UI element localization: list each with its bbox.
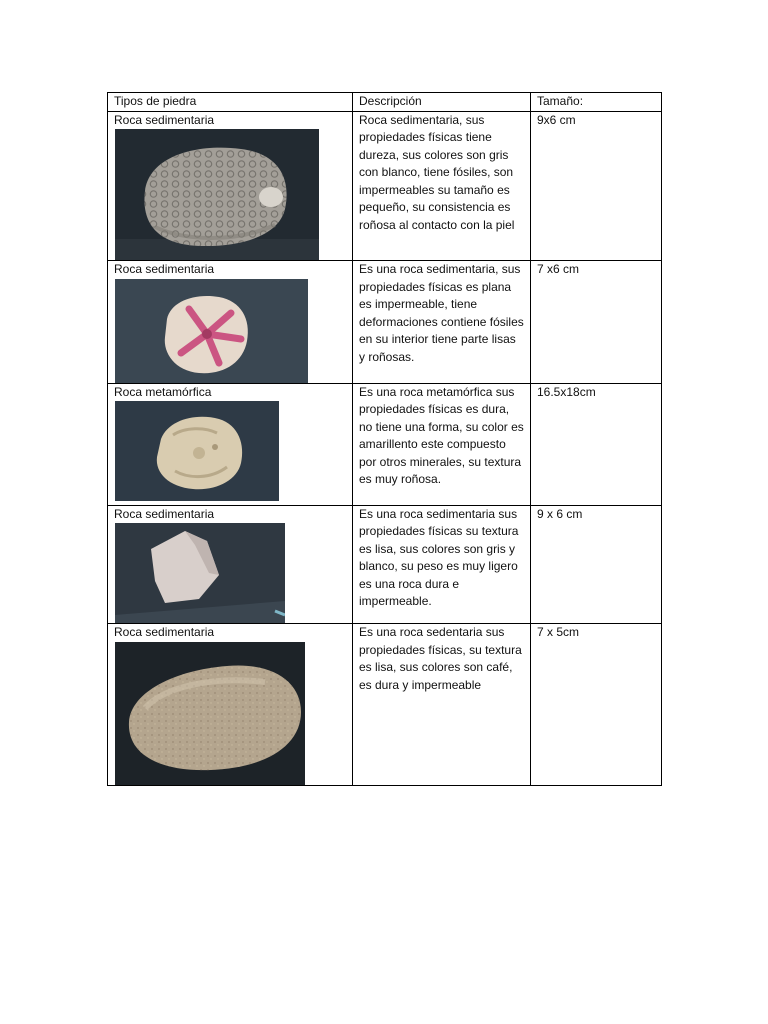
table-header-row	[108, 93, 662, 112]
size-cell: 16.5x18cm	[531, 383, 662, 505]
table-row	[108, 624, 662, 786]
rock-types-table	[107, 92, 662, 786]
table-row	[108, 261, 662, 384]
tan-pebble-photo	[115, 642, 346, 785]
rock-type-cell	[108, 505, 353, 624]
rock-type-label: Roca sedimentaria	[114, 506, 215, 521]
sand-dollar-fossil-photo	[115, 279, 346, 383]
rock-type-cell	[108, 261, 353, 384]
rock-type-label: Roca sedimentaria	[114, 262, 215, 276]
white-gray-rock-photo	[115, 523, 346, 623]
table-row	[108, 505, 662, 624]
rock-type-cell	[108, 111, 353, 261]
description-cell: Es una roca sedimentaria sus propiedades físicas su textura es lisa, sus colores son gris y blanco, su peso es muy ligero es una roca dura e impermeable.	[353, 505, 531, 624]
rock-type-cell	[108, 383, 353, 505]
rock-type-cell	[108, 624, 353, 786]
description-cell: Es una roca sedimentaria, sus propiedades físicas es plana es impermeable, tiene deformaciones contiene fósiles en su interior tiene parte lisas y roñosas.	[353, 261, 531, 384]
description-cell: Es una roca sedentaria sus propiedades físicas, su textura es lisa, sus colores son café, es dura y impermeable	[353, 624, 531, 786]
coral-fossil-rock-photo	[115, 129, 346, 260]
size-cell: 9 x 6 cm	[531, 505, 662, 624]
size-cell: 7 x 5cm	[531, 624, 662, 786]
header-type: Tipos de piedra	[108, 93, 353, 112]
header-description: Descripción	[353, 93, 531, 112]
size-cell: 9x6 cm	[531, 111, 662, 261]
rock-type-label: Roca sedimentaria	[114, 625, 215, 639]
size-cell: 7 x6 cm	[531, 261, 662, 384]
description-cell: Roca sedimentaria, sus propiedades físicas tiene dureza, sus colores son gris con blanco, tiene fósiles, son impermeables su tamaño es pequeño, su consistencia es roñosa al contacto con la piel	[353, 111, 531, 261]
rock-type-label: Roca sedimentaria	[114, 112, 215, 127]
table-row	[108, 383, 662, 505]
header-size: Tamaño:	[531, 93, 662, 112]
rock-type-label: Roca metamórfica	[114, 384, 212, 399]
yellowish-rock-photo	[115, 401, 346, 501]
description-cell: Es una roca metamórfica sus propiedades físicas es dura, no tiene una forma, su color es amarillento este compuesto por otros minerales, su textura es muy roñosa.	[353, 383, 531, 505]
table-row	[108, 111, 662, 261]
